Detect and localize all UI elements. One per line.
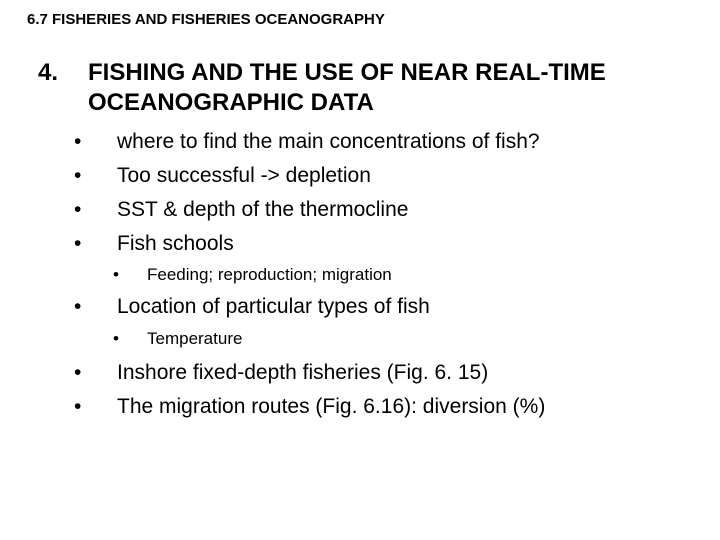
bullet-icon: • (74, 130, 82, 153)
list-item-text: Fish schools (117, 232, 234, 255)
section-header: 6.7 FISHERIES AND FISHERIES OCEANOGRAPHY (27, 11, 385, 28)
sub-list-item-text: Temperature (147, 329, 243, 348)
list-item-text: where to find the main concentrations of fish? (117, 130, 540, 153)
bullet-icon: • (74, 295, 82, 318)
list-item-text: Inshore fixed-depth fisheries (Fig. 6. 15) (117, 361, 489, 384)
list-item-text: SST & depth of the thermocline (117, 198, 409, 221)
list-item-text: Too successful -> depletion (117, 164, 371, 187)
bullet-icon: • (74, 198, 82, 221)
sub-list-item-text: Feeding; reproduction; migration (147, 265, 392, 284)
bullet-icon: • (74, 164, 82, 187)
bullet-icon: • (74, 361, 82, 384)
bullet-icon: • (74, 395, 82, 418)
slide-title-text: FISHING AND THE USE OF NEAR REAL-TIME OCEANOGRAPHIC DATA (88, 59, 606, 116)
slide-title-number: 4. (38, 59, 59, 86)
bullet-icon: • (113, 329, 119, 348)
list-item-text: The migration routes (Fig. 6.16): diversion (%) (117, 395, 546, 418)
bullet-icon: • (74, 232, 82, 255)
list-item-text: Location of particular types of fish (117, 295, 430, 318)
bullet-icon: • (113, 265, 119, 284)
